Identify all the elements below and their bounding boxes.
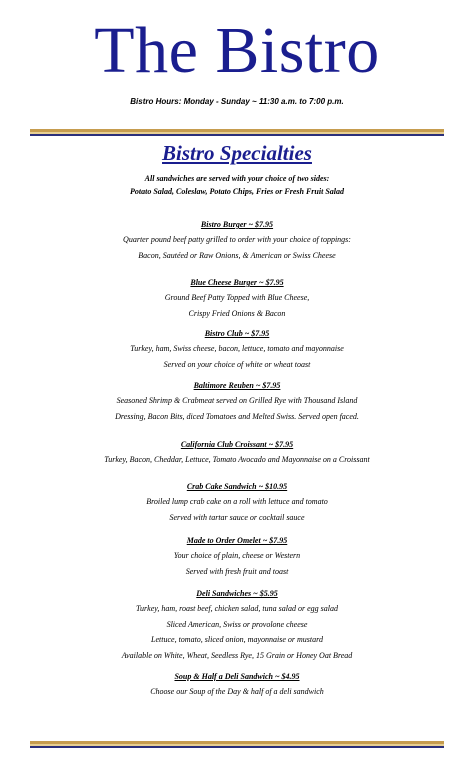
menu-item-deli-sandwiches bbox=[0, 586, 474, 663]
section-title: Bistro Specialties bbox=[162, 141, 312, 165]
menu-item-name: Soup & Half a Deli Sandwich ~ $4.95 bbox=[174, 672, 300, 681]
menu-item-desc: Broiled lump crab cake on a roll with lettuce and tomato bbox=[146, 497, 328, 506]
menu-item-desc: Seasoned Shrimp & Crabmeat served on Grilled Rye with Thousand Island bbox=[116, 396, 358, 405]
menu-item-desc: Served with fresh fruit and toast bbox=[185, 566, 289, 576]
menu-item-desc: Served with tartar sauce or cocktail sauce bbox=[169, 512, 305, 522]
intro-line: All sandwiches are served with your choice of two sides: bbox=[144, 174, 330, 183]
menu-item-name: Bistro Club ~ $7.95 bbox=[204, 329, 270, 338]
menu-item-desc: Choose our Soup of the Day & half of a deli sandwich bbox=[150, 687, 324, 696]
menu-item-bistro-club bbox=[0, 326, 474, 372]
menu-item-desc: Quarter pound beef patty grilled to order with your choice of toppings: bbox=[123, 235, 351, 244]
divider-bottom bbox=[30, 741, 444, 748]
bistro-hours: Bistro Hours: Monday - Sunday ~ 11:30 a.m. to 7:00 p.m. bbox=[130, 97, 344, 106]
menu-item-california-club bbox=[0, 437, 474, 468]
section-intro bbox=[0, 172, 474, 198]
menu-item-desc: Ground Beef Patty Topped with Blue Cheese, bbox=[164, 293, 310, 302]
menu-item-name: Deli Sandwiches ~ $5.95 bbox=[196, 589, 278, 598]
menu-item-desc: Served on your choice of white or wheat toast bbox=[163, 359, 311, 369]
menu-item-bistro-burger bbox=[0, 217, 474, 263]
menu-item-name: Blue Cheese Burger ~ $7.95 bbox=[190, 278, 284, 287]
menu-item-baltimore-reuben bbox=[0, 378, 474, 424]
menu-item-desc: Turkey, ham, roast beef, chicken salad, tuna salad or egg salad bbox=[136, 604, 338, 613]
menu-item-crab-cake-sandwich bbox=[0, 479, 474, 525]
menu-item-desc: Turkey, Bacon, Cheddar, Lettuce, Tomato Avocado and Mayonnaise on a Croissant bbox=[104, 455, 370, 464]
page-title: The Bistro bbox=[94, 14, 380, 87]
menu-item-name: Baltimore Reuben ~ $7.95 bbox=[193, 381, 281, 390]
menu-item-soup-half-sandwich bbox=[0, 669, 474, 700]
menu-item-desc: Lettuce, tomato, sliced onion, mayonnaise or mustard bbox=[151, 635, 323, 644]
menu-item-desc: Available on White, Wheat, Seedless Rye, 15 Grain or Honey Oat Bread bbox=[121, 650, 353, 660]
menu-item-blue-cheese-burger bbox=[0, 275, 474, 321]
menu-item-name: Bistro Burger ~ $7.95 bbox=[200, 220, 274, 229]
menu-item-desc: Sliced American, Swiss or provolone cheese bbox=[166, 619, 308, 629]
menu-item-desc: Your choice of plain, cheese or Western bbox=[173, 551, 301, 560]
intro-line: Potato Salad, Coleslaw, Potato Chips, Fries or Fresh Fruit Salad bbox=[130, 187, 344, 196]
divider-top bbox=[30, 129, 444, 136]
menu-item-name: Crab Cake Sandwich ~ $10.95 bbox=[186, 482, 288, 491]
menu-item-name: California Club Croissant ~ $7.95 bbox=[180, 440, 294, 449]
menu-item-desc: Dressing, Bacon Bits, diced Tomatoes and Melted Swiss. Served open faced. bbox=[115, 411, 359, 421]
menu-item-desc: Crispy Fried Onions & Bacon bbox=[188, 308, 286, 318]
menu-item-desc: Turkey, ham, Swiss cheese, bacon, lettuce, tomato and mayonnaise bbox=[130, 344, 344, 353]
menu-item-omelet bbox=[0, 533, 474, 579]
menu-item-name: Made to Order Omelet ~ $7.95 bbox=[186, 536, 288, 545]
menu-item-desc: Bacon, Sautéed or Raw Onions, & American or Swiss Cheese bbox=[138, 250, 336, 260]
